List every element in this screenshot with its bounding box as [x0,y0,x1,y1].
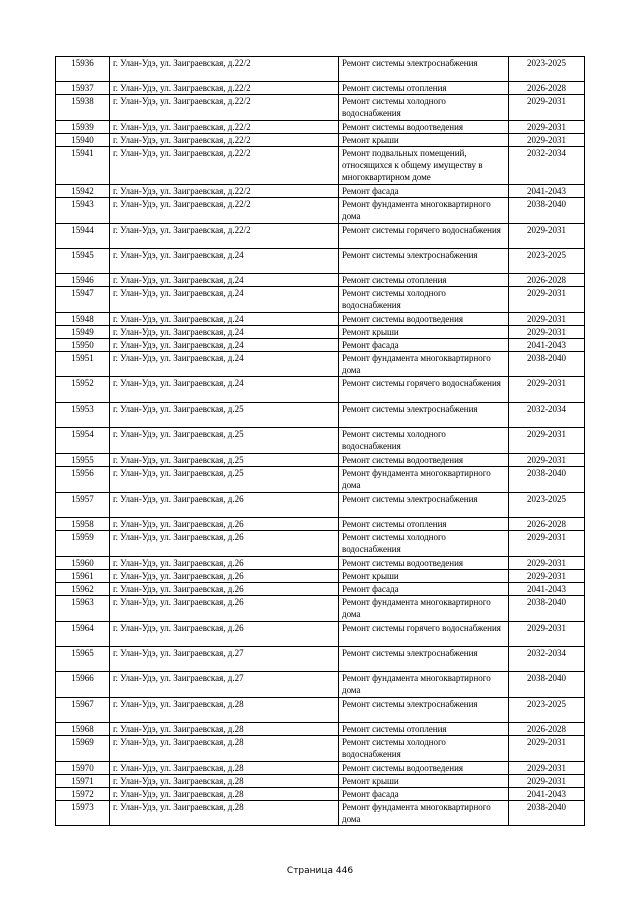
row-number: 15941 [56,147,110,185]
period-cell: 2029-2031 [509,762,585,775]
work-type-cell: Ремонт фасада [339,185,509,198]
row-number: 15957 [56,493,110,518]
table-row [56,698,585,723]
row-number: 15952 [56,377,110,403]
work-type-cell: Ремонт системы водоотведения [339,762,509,775]
work-type-cell: Ремонт фундамента многоквартирного дома [339,801,509,826]
row-number: 15950 [56,339,110,352]
table-row [56,788,585,801]
period-cell: 2023-2025 [509,57,585,82]
work-type-cell: Ремонт фундамента многоквартирного дома [339,467,509,493]
table-body [56,57,585,826]
address-cell: г. Улан-Удэ, ул. Заиграевская, д.26 [110,493,339,518]
work-type-cell: Ремонт фасада [339,339,509,352]
table-row [56,403,585,428]
period-cell: 2029-2031 [509,121,585,134]
period-cell: 2029-2031 [509,95,585,121]
period-cell: 2029-2031 [509,622,585,647]
address-cell: г. Улан-Удэ, ул. Заиграевская, д.25 [110,467,339,493]
work-type-cell: Ремонт крыши [339,134,509,147]
period-cell: 2041-2043 [509,583,585,596]
row-number: 15942 [56,185,110,198]
period-cell: 2029-2031 [509,287,585,313]
work-type-cell: Ремонт системы холодного водоснабжения [339,428,509,454]
work-type-cell: Ремонт системы холодного водоснабжения [339,736,509,762]
period-cell: 2038-2040 [509,801,585,826]
work-type-cell: Ремонт системы отопления [339,518,509,531]
table-row [56,467,585,493]
work-type-cell: Ремонт системы холодного водоснабжения [339,95,509,121]
table-row [56,313,585,326]
address-cell: г. Улан-Удэ, ул. Заиграевская, д.28 [110,698,339,723]
table-row [56,377,585,403]
row-number: 15954 [56,428,110,454]
row-number: 15955 [56,454,110,467]
address-cell: г. Улан-Удэ, ул. Заиграевская, д.24 [110,249,339,274]
period-cell: 2029-2031 [509,531,585,557]
period-cell: 2038-2040 [509,352,585,377]
table-row [56,454,585,467]
address-cell: г. Улан-Удэ, ул. Заиграевская, д.22/2 [110,185,339,198]
row-number: 15946 [56,274,110,287]
work-type-cell: Ремонт системы электроснабжения [339,57,509,82]
row-number: 15966 [56,672,110,698]
period-cell: 2038-2040 [509,198,585,224]
work-type-cell: Ремонт фундамента многоквартирного дома [339,672,509,698]
address-cell: г. Улан-Удэ, ул. Заиграевская, д.28 [110,723,339,736]
table-row [56,147,585,185]
work-type-cell: Ремонт подвальных помещений, относящихся к общему имуществу в многоквартирном доме [339,147,509,185]
period-cell: 2029-2031 [509,570,585,583]
period-cell: 2023-2025 [509,249,585,274]
table-row [56,121,585,134]
address-cell: г. Улан-Удэ, ул. Заиграевская, д.27 [110,647,339,672]
address-cell: г. Улан-Удэ, ул. Заиграевская, д.26 [110,570,339,583]
table-row [56,518,585,531]
table-row [56,622,585,647]
address-cell: г. Улан-Удэ, ул. Заиграевская, д.24 [110,352,339,377]
row-number: 15965 [56,647,110,672]
table-row [56,736,585,762]
address-cell: г. Улан-Удэ, ул. Заиграевская, д.28 [110,736,339,762]
address-cell: г. Улан-Удэ, ул. Заиграевская, д.24 [110,377,339,403]
address-cell: г. Улан-Удэ, ул. Заиграевская, д.26 [110,557,339,570]
address-cell: г. Улан-Удэ, ул. Заиграевская, д.22/2 [110,82,339,95]
table-row [56,723,585,736]
table-row [56,557,585,570]
period-cell: 2023-2025 [509,698,585,723]
period-cell: 2026-2028 [509,723,585,736]
row-number: 15940 [56,134,110,147]
period-cell: 2041-2043 [509,185,585,198]
row-number: 15969 [56,736,110,762]
row-number: 15961 [56,570,110,583]
address-cell: г. Улан-Удэ, ул. Заиграевская, д.22/2 [110,57,339,82]
period-cell: 2038-2040 [509,467,585,493]
work-type-cell: Ремонт системы горячего водоснабжения [339,224,509,249]
row-number: 15963 [56,596,110,622]
period-cell: 2029-2031 [509,134,585,147]
table-row [56,57,585,82]
period-cell: 2041-2043 [509,339,585,352]
work-type-cell: Ремонт фундамента многоквартирного дома [339,198,509,224]
row-number: 15951 [56,352,110,377]
period-cell: 2023-2025 [509,493,585,518]
row-number: 15938 [56,95,110,121]
period-cell: 2029-2031 [509,557,585,570]
table-row [56,198,585,224]
work-type-cell: Ремонт системы холодного водоснабжения [339,287,509,313]
table-row [56,287,585,313]
address-cell: г. Улан-Удэ, ул. Заиграевская, д.28 [110,762,339,775]
period-cell: 2026-2028 [509,82,585,95]
table-row [56,82,585,95]
row-number: 15936 [56,57,110,82]
address-cell: г. Улан-Удэ, ул. Заиграевская, д.22/2 [110,95,339,121]
work-type-cell: Ремонт фасада [339,583,509,596]
table-row [56,224,585,249]
work-type-cell: Ремонт системы холодного водоснабжения [339,531,509,557]
address-cell: г. Улан-Удэ, ул. Заиграевская, д.26 [110,518,339,531]
work-type-cell: Ремонт крыши [339,570,509,583]
work-type-cell: Ремонт системы водоотведения [339,121,509,134]
address-cell: г. Улан-Удэ, ул. Заиграевская, д.22/2 [110,121,339,134]
row-number: 15953 [56,403,110,428]
table-row [56,185,585,198]
work-type-cell: Ремонт системы горячего водоснабжения [339,622,509,647]
row-number: 15971 [56,775,110,788]
address-cell: г. Улан-Удэ, ул. Заиграевская, д.24 [110,274,339,287]
work-type-cell: Ремонт фундамента многоквартирного дома [339,596,509,622]
row-number: 15964 [56,622,110,647]
work-type-cell: Ремонт системы горячего водоснабжения [339,377,509,403]
period-cell: 2026-2028 [509,518,585,531]
work-type-cell: Ремонт системы водоотведения [339,557,509,570]
table-row [56,647,585,672]
period-cell: 2029-2031 [509,775,585,788]
work-type-cell: Ремонт системы отопления [339,82,509,95]
period-cell: 2029-2031 [509,377,585,403]
period-cell: 2032-2034 [509,147,585,185]
row-number: 15944 [56,224,110,249]
period-cell: 2029-2031 [509,224,585,249]
table-row [56,249,585,274]
address-cell: г. Улан-Удэ, ул. Заиграевская, д.28 [110,788,339,801]
address-cell: г. Улан-Удэ, ул. Заиграевская, д.24 [110,339,339,352]
work-type-cell: Ремонт системы водоотведения [339,454,509,467]
table-row [56,493,585,518]
row-number: 15947 [56,287,110,313]
period-cell: 2029-2031 [509,736,585,762]
row-number: 15937 [56,82,110,95]
period-cell: 2032-2034 [509,647,585,672]
row-number: 15958 [56,518,110,531]
work-type-cell: Ремонт системы электроснабжения [339,698,509,723]
period-cell: 2032-2034 [509,403,585,428]
work-type-cell: Ремонт системы электроснабжения [339,647,509,672]
address-cell: г. Улан-Удэ, ул. Заиграевская, д.26 [110,622,339,647]
work-type-cell: Ремонт крыши [339,326,509,339]
table-row [56,596,585,622]
table-row [56,274,585,287]
row-number: 15945 [56,249,110,274]
table-row [56,672,585,698]
address-cell: г. Улан-Удэ, ул. Заиграевская, д.24 [110,313,339,326]
row-number: 15959 [56,531,110,557]
capital-repair-table [55,56,585,826]
table-row [56,583,585,596]
address-cell: г. Улан-Удэ, ул. Заиграевская, д.24 [110,326,339,339]
row-number: 15972 [56,788,110,801]
period-cell: 2038-2040 [509,596,585,622]
table-row [56,339,585,352]
address-cell: г. Улан-Удэ, ул. Заиграевская, д.24 [110,287,339,313]
period-cell: 2029-2031 [509,428,585,454]
work-type-cell: Ремонт системы отопления [339,723,509,736]
row-number: 15960 [56,557,110,570]
table-row [56,352,585,377]
period-cell: 2029-2031 [509,454,585,467]
address-cell: г. Улан-Удэ, ул. Заиграевская, д.22/2 [110,198,339,224]
period-cell: 2041-2043 [509,788,585,801]
work-type-cell: Ремонт фасада [339,788,509,801]
address-cell: г. Улан-Удэ, ул. Заиграевская, д.22/2 [110,224,339,249]
work-type-cell: Ремонт системы электроснабжения [339,493,509,518]
row-number: 15939 [56,121,110,134]
row-number: 15970 [56,762,110,775]
address-cell: г. Улан-Удэ, ул. Заиграевская, д.26 [110,583,339,596]
address-cell: г. Улан-Удэ, ул. Заиграевская, д.27 [110,672,339,698]
table-row [56,134,585,147]
address-cell: г. Улан-Удэ, ул. Заиграевская, д.25 [110,403,339,428]
work-type-cell: Ремонт крыши [339,775,509,788]
row-number: 15943 [56,198,110,224]
period-cell: 2029-2031 [509,326,585,339]
address-cell: г. Улан-Удэ, ул. Заиграевская, д.22/2 [110,147,339,185]
table-row [56,326,585,339]
address-cell: г. Улан-Удэ, ул. Заиграевская, д.26 [110,531,339,557]
address-cell: г. Улан-Удэ, ул. Заиграевская, д.28 [110,775,339,788]
work-type-cell: Ремонт системы водоотведения [339,313,509,326]
period-cell: 2026-2028 [509,274,585,287]
address-cell: г. Улан-Удэ, ул. Заиграевская, д.26 [110,596,339,622]
work-type-cell: Ремонт системы отопления [339,274,509,287]
work-type-cell: Ремонт фундамента многоквартирного дома [339,352,509,377]
row-number: 15968 [56,723,110,736]
address-cell: г. Улан-Удэ, ул. Заиграевская, д.22/2 [110,134,339,147]
page-number: Страница 446 [286,866,354,876]
table-row [56,801,585,826]
table-row [56,95,585,121]
period-cell: 2038-2040 [509,672,585,698]
row-number: 15962 [56,583,110,596]
row-number: 15973 [56,801,110,826]
row-number: 15949 [56,326,110,339]
table-row [56,775,585,788]
table-row [56,531,585,557]
row-number: 15967 [56,698,110,723]
work-type-cell: Ремонт системы электроснабжения [339,403,509,428]
address-cell: г. Улан-Удэ, ул. Заиграевская, д.28 [110,801,339,826]
table-row [56,762,585,775]
table-row [56,570,585,583]
address-cell: г. Улан-Удэ, ул. Заиграевская, д.25 [110,428,339,454]
address-cell: г. Улан-Удэ, ул. Заиграевская, д.25 [110,454,339,467]
work-type-cell: Ремонт системы электроснабжения [339,249,509,274]
row-number: 15948 [56,313,110,326]
table-row [56,428,585,454]
period-cell: 2029-2031 [509,313,585,326]
row-number: 15956 [56,467,110,493]
